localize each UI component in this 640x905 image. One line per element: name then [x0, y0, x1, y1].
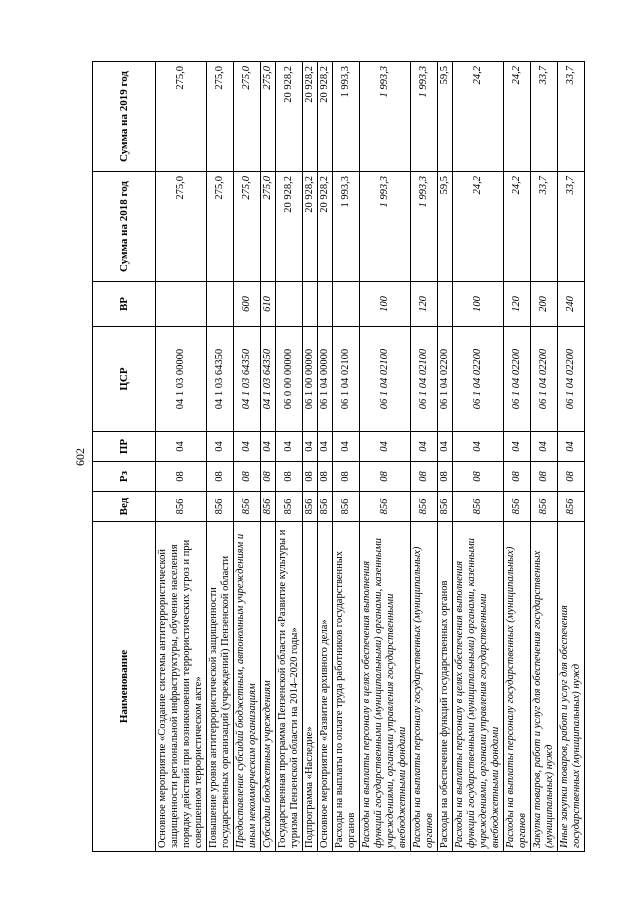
cell-sum-2019: 24,2 — [453, 62, 504, 172]
cell-sum-2019: 20 928,2 — [303, 62, 318, 172]
cell-pr: 04 — [453, 432, 504, 462]
header-rz: Рз — [93, 462, 156, 492]
cell-sum-2018: 20 928,2 — [276, 172, 303, 282]
cell-sum-2019: 20 928,2 — [276, 62, 303, 172]
cell-rz: 08 — [234, 462, 261, 492]
cell-vr — [207, 282, 234, 327]
cell-sum-2018: 59,5 — [438, 172, 453, 282]
table-row — [333, 62, 360, 852]
cell-sum-2018: 275,0 — [207, 172, 234, 282]
cell-rz: 08 — [411, 462, 438, 492]
cell-vr: 120 — [504, 282, 531, 327]
cell-pr: 04 — [438, 432, 453, 462]
cell-sum-2019: 1 993,3 — [411, 62, 438, 172]
cell-name: Расходы на выплаты персоналу государственных (муниципальных) органов — [411, 522, 438, 852]
cell-csr: 04 1 03 64350 — [261, 327, 276, 432]
cell-ved: 856 — [156, 492, 207, 522]
cell-sum-2019: 33,7 — [558, 62, 585, 172]
cell-rz: 08 — [531, 462, 558, 492]
table-row — [234, 62, 261, 852]
cell-rz: 08 — [360, 462, 411, 492]
cell-rz: 08 — [333, 462, 360, 492]
cell-name: Расходы на обеспечение функций государственных органов — [438, 522, 453, 852]
cell-vr: 610 — [261, 282, 276, 327]
cell-vr — [303, 282, 318, 327]
table-row — [453, 62, 504, 852]
cell-vr: 100 — [360, 282, 411, 327]
table-header-row — [93, 62, 156, 852]
cell-ved: 856 — [234, 492, 261, 522]
cell-ved: 856 — [531, 492, 558, 522]
cell-ved: 856 — [360, 492, 411, 522]
cell-sum-2019: 59,5 — [438, 62, 453, 172]
cell-pr: 04 — [558, 432, 585, 462]
cell-vr — [438, 282, 453, 327]
table-row — [207, 62, 234, 852]
cell-pr: 04 — [207, 432, 234, 462]
cell-rz: 08 — [207, 462, 234, 492]
cell-rz: 08 — [261, 462, 276, 492]
cell-ved: 856 — [504, 492, 531, 522]
cell-ved: 856 — [207, 492, 234, 522]
cell-rz: 08 — [558, 462, 585, 492]
cell-pr: 04 — [156, 432, 207, 462]
cell-sum-2018: 20 928,2 — [303, 172, 318, 282]
cell-sum-2018: 33,7 — [558, 172, 585, 282]
cell-pr: 04 — [261, 432, 276, 462]
cell-sum-2019: 20 928,2 — [318, 62, 333, 172]
cell-csr: 06 1 04 02100 — [411, 327, 438, 432]
table-row — [261, 62, 276, 852]
table-row — [318, 62, 333, 852]
cell-sum-2019: 275,0 — [261, 62, 276, 172]
cell-ved: 856 — [438, 492, 453, 522]
header-pr: ПР — [93, 432, 156, 462]
header-ved: Вед — [93, 492, 156, 522]
cell-name: Повышение уровня антитеррористической защищенности государственных организаций (учреждений) Пензенской области — [207, 522, 234, 852]
cell-name: Предоставление субсидий бюджетным, автономным учреждениям и иным некоммерческим организациям — [234, 522, 261, 852]
table-row — [360, 62, 411, 852]
cell-pr: 04 — [531, 432, 558, 462]
cell-rz: 08 — [438, 462, 453, 492]
cell-rz: 08 — [156, 462, 207, 492]
header-sum-2018: Сумма на 2018 год — [93, 172, 156, 282]
table-row — [504, 62, 531, 852]
cell-csr: 04 1 03 00000 — [156, 327, 207, 432]
page-number: 602 — [73, 448, 87, 466]
cell-sum-2018: 33,7 — [531, 172, 558, 282]
cell-csr: 06 0 00 00000 — [276, 327, 303, 432]
cell-rz: 08 — [453, 462, 504, 492]
header-sum-2019: Сумма на 2019 год — [93, 62, 156, 172]
table-body — [156, 62, 585, 852]
cell-name: Государственная программа Пензенской области «Развитие культуры и туризма Пензенской области на 2014–2020 годы» — [276, 522, 303, 852]
cell-csr: 06 1 04 02200 — [438, 327, 453, 432]
cell-name: Иные закупки товаров, работ и услуг для обеспечения государственных (муниципальных) нужд — [558, 522, 585, 852]
header-vr: ВР — [93, 282, 156, 327]
cell-pr: 04 — [411, 432, 438, 462]
header-csr: ЦСР — [93, 327, 156, 432]
table-row — [303, 62, 318, 852]
cell-csr: 06 1 04 02200 — [558, 327, 585, 432]
table-row — [156, 62, 207, 852]
cell-csr: 06 1 04 00000 — [318, 327, 333, 432]
cell-ved: 856 — [276, 492, 303, 522]
cell-sum-2018: 1 993,3 — [360, 172, 411, 282]
cell-rz: 08 — [504, 462, 531, 492]
cell-pr: 04 — [504, 432, 531, 462]
cell-vr: 240 — [558, 282, 585, 327]
cell-vr: 120 — [411, 282, 438, 327]
cell-vr — [156, 282, 207, 327]
cell-csr: 06 1 04 02200 — [531, 327, 558, 432]
table-row — [276, 62, 303, 852]
table-row — [531, 62, 558, 852]
cell-sum-2019: 275,0 — [207, 62, 234, 172]
rotated-table-container — [92, 62, 582, 852]
cell-csr: 06 1 04 02200 — [453, 327, 504, 432]
cell-csr: 04 1 03 64350 — [234, 327, 261, 432]
cell-csr: 06 1 04 02200 — [504, 327, 531, 432]
cell-pr: 04 — [360, 432, 411, 462]
cell-name: Подпрограмма «Наследие» — [303, 522, 318, 852]
cell-pr: 04 — [333, 432, 360, 462]
cell-rz: 08 — [276, 462, 303, 492]
cell-csr: 06 1 00 00000 — [303, 327, 318, 432]
cell-csr: 06 1 04 02100 — [333, 327, 360, 432]
cell-sum-2018: 275,0 — [261, 172, 276, 282]
cell-sum-2019: 33,7 — [531, 62, 558, 172]
cell-sum-2018: 1 993,3 — [333, 172, 360, 282]
cell-csr: 06 1 04 02100 — [360, 327, 411, 432]
cell-ved: 856 — [558, 492, 585, 522]
cell-sum-2019: 1 993,3 — [360, 62, 411, 172]
budget-table — [92, 61, 585, 852]
cell-ved: 856 — [333, 492, 360, 522]
cell-name: Основное мероприятие «Развитие архивного дела» — [318, 522, 333, 852]
cell-rz: 08 — [318, 462, 333, 492]
cell-vr: 200 — [531, 282, 558, 327]
cell-ved: 856 — [411, 492, 438, 522]
cell-sum-2019: 1 993,3 — [333, 62, 360, 172]
cell-ved: 856 — [303, 492, 318, 522]
table-row — [558, 62, 585, 852]
cell-sum-2018: 275,0 — [156, 172, 207, 282]
cell-sum-2018: 24,2 — [504, 172, 531, 282]
header-name: Наименование — [93, 522, 156, 852]
cell-sum-2018: 24,2 — [453, 172, 504, 282]
cell-sum-2019: 275,0 — [234, 62, 261, 172]
cell-sum-2019: 24,2 — [504, 62, 531, 172]
cell-pr: 04 — [303, 432, 318, 462]
cell-pr: 04 — [234, 432, 261, 462]
cell-sum-2018: 275,0 — [234, 172, 261, 282]
cell-name: Закупка товаров, работ и услуг для обеспечения государственных (муниципальных) нужд — [531, 522, 558, 852]
cell-vr — [276, 282, 303, 327]
cell-pr: 04 — [276, 432, 303, 462]
cell-vr: 100 — [453, 282, 504, 327]
cell-name: Расходы на выплаты персоналу государственных (муниципальных) органов — [504, 522, 531, 852]
cell-ved: 856 — [318, 492, 333, 522]
cell-ved: 856 — [453, 492, 504, 522]
cell-sum-2018: 20 928,2 — [318, 172, 333, 282]
cell-ved: 856 — [261, 492, 276, 522]
cell-name: Основное мероприятие «Создание системы антитеррористической защищенности региональной инфраструктуры, обучение населения порядку действий при возникновении террористических угроз и при совершенном террористическом акте» — [156, 522, 207, 852]
table-row — [411, 62, 438, 852]
cell-name: Субсидии бюджетным учреждениям — [261, 522, 276, 852]
cell-sum-2019: 275,0 — [156, 62, 207, 172]
cell-csr: 04 1 03 64350 — [207, 327, 234, 432]
cell-name: Расходы на выплаты персоналу в целях обеспечения выполнения функций государственными (муниципальными) органами, казенными учреждениями, органами управления государственными внебюджетными фондами — [453, 522, 504, 852]
cell-vr — [318, 282, 333, 327]
cell-pr: 04 — [318, 432, 333, 462]
cell-name: Расходы на выплаты персоналу в целях обеспечения выполнения функций государственными (муниципальными) органами, казенными учреждениями, органами управления государственными внебюджетными фондами — [360, 522, 411, 852]
cell-vr: 600 — [234, 282, 261, 327]
table-row — [438, 62, 453, 852]
cell-vr — [333, 282, 360, 327]
cell-sum-2018: 1 993,3 — [411, 172, 438, 282]
cell-rz: 08 — [303, 462, 318, 492]
cell-name: Расходы на выплаты по оплате труда работников государственных органов — [333, 522, 360, 852]
